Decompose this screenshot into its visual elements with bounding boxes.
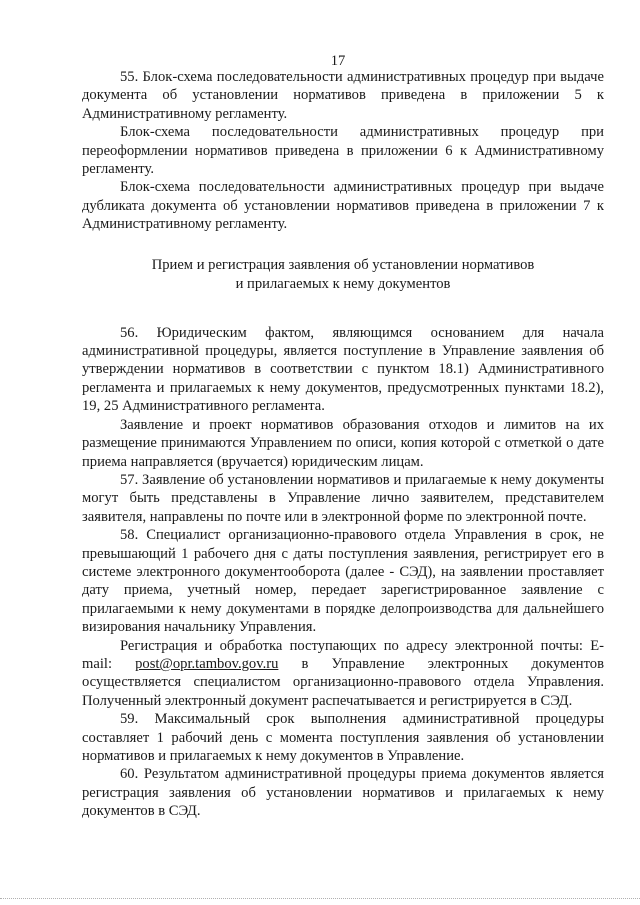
email-paragraph-before: Регистрация и обработка поступающих по адресу электронной почты: E-mail:	[82, 637, 604, 672]
email-paragraph-after: в Управление электронных документов осуществляется специалистом организационно-правового отдела Управления. Полученный электронный документ распечатывается и регистрируется в СЭД.	[82, 655, 604, 709]
section-heading	[82, 256, 604, 294]
paragraph-appendix-6: Блок-схема последовательности административных процедур при переоформлении нормативов приведена в приложении 6 к Административному регламенту.	[82, 124, 604, 178]
paragraph-55: 55. Блок-схема последовательности административных процедур при выдаче документа об установлении нормативов приведена в приложении 5 к Административному регламенту.	[82, 69, 604, 122]
section-heading-line-1: Прием и регистрация заявления об установлении нормативов	[151, 256, 535, 273]
email-link[interactable]: post@opr.tambov.gov.ru	[135, 655, 279, 672]
paragraph-57: 57. Заявление об установлении нормативов и прилагаемые к нему документы могут быть представлены в Управление лично заявителем, представителем заявителя, направлены по почте или в электронной форме по электронной почте.	[82, 471, 604, 525]
section-heading-line-2: и прилагаемых к нему документов	[235, 275, 451, 292]
paragraph-56: 56. Юридическим фактом, являющимся основанием для начала административной процедуры, является поступление в Управление заявления об утверждении нормативов в соответствии с пунктом 18.1) Административного регламента и прилагаемых к нему документов, предусмотренных пунктами 18.2), 19, 25 Административного регламента.	[82, 324, 604, 415]
paragraph-appendix-7: Блок-схема последовательности административных процедур при выдаче дубликата документа об установлении нормативов приведена в приложении 7 к Административному регламенту.	[82, 179, 604, 233]
paragraph-59: 59. Максимальный срок выполнения административной процедуры составляет 1 рабочий день с момента поступления заявления об установлении нормативов и прилагаемых к нему документов в Управление.	[82, 711, 604, 764]
bottom-scan-edge	[0, 898, 640, 899]
document-body	[82, 68, 604, 821]
paragraph-email-registration	[82, 637, 604, 711]
paragraph-60: 60. Результатом административной процедуры приема документов является регистрация заявления об установлении нормативов и прилагаемых к нему документов в СЭД.	[82, 766, 604, 820]
page-number: 17	[330, 53, 346, 69]
paragraph-inventory: Заявление и проект нормативов образования отходов и лимитов на их размещение принимаются Управлением по описи, копия которой с отметкой о дате приема направляется (вручается) юридическим лицам.	[82, 416, 604, 470]
paragraph-58: 58. Специалист организационно-правового отдела Управления в срок, не превышающий 1 рабочего дня с даты поступления заявления, регистрирует его в системе электронного документооборота (далее - СЭД), на заявлении проставляет дату приема, учетный номер, передает зарегистрированное заявление с прилагаемыми к нему документами в порядке делопроизводства для дальнейшего визирования начальнику Управления.	[82, 527, 604, 636]
